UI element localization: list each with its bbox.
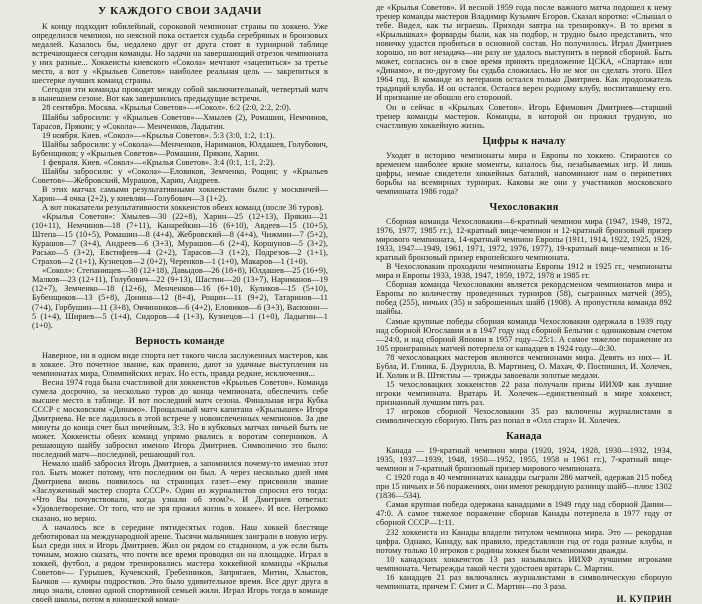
paragraph: Канада — 19-кратный чемпион мира (1920, 1924, 1928, 1930—1932, 1934, 1935, 1937—1939, 1948, 1950—1952, 1955, 1958 и 1961 гг.), 7-кратный вице-чемпион и 7-кратный бронзовый призер мирового чемпионата. [376, 446, 672, 474]
match-result: 28 сентября. Москва. «Крылья Советов»—«Сокол». 6:2 (2:0, 2:2, 2:0). [42, 103, 291, 113]
paragraph: Весна 1974 года была счастливой для хоккеистов «Крыльев Советов». Команда сумела досрочно, за несколько туров до конца чемпионата, обеспечить себе высшее место в таблице. И вот последний матч сезона. Финальная игра Кубка СССР с московским «Динамо». Прощальный матч капитана «Крылышек» Игоря Дмитриева. Не все ладилось в этой встрече у новоиспеченных чемпионов. За две минуты до конца счет был ничейным, 3:3. Но в кубковых матчах ничьей быть не может. Хоккеисты обеих команд упрямо рвались к воротам соперников. А решающую шайбу забросил именно Игорь Дмитриев. Символично это было: последний матч—последний, решающий гол. [32, 377, 328, 460]
stats-krylya-sovetov: «Крылья Советов»: Хмылев—30 (22+8), Харин—25 (12+13), Прякин—21 (10+11), Немчинов—18 (7+11), Канарейкин—16 (6+10), Авдеев—15 (10+5), Штепа—15 (10+5), Ромашин—8 (4+4), Жебровский—8 (4+4), Чижмин—7 (5+2), Курашов—7 (3+4), Андреев—6 (3+3), Мурашов—6 (2+4), Коршунов—5 (3+2), Расько—5 (3+2), Евстифеев—4 (2+2), Тарасов—3 (1+2), Подрезов—2 (1+1), Страхов—2 (1+1), Кузнецов—2 (0+2), Черенков—1 (1+0), Макаров—1 (1+0). [32, 212, 328, 267]
paragraph: А началось все в середине пятидесятых годов. Наш хоккей блестяще дебютировал на международной арене. Тысячи мальчишек заиграли в новую игру. Был среди них и Игорь Дмитриев. Жил он рядом со стадионом, а уж если быть точным, можно сказать, что почти все время проводил он на площадке. Играл в хоккей, футбол, а рядом тренировались мастера хоккейной команды «Крылья Советов»— Гурышев, Кучевский, Гребенников, Запрягаев, Митин, Хлыстов, Бычков — кумиры подростков. Это было удивительное время. Все друг друга в лицо знали, словно одной спортивной семьей жили. Играл Игорь тогда в команде своей школы, потом в юношеской коман- [32, 522, 328, 604]
best-scorers: В этих матчах самыми результативными хоккеистами были: у москвичей—Харин—4 очка (2+2), у киевлян—Голубович—3 (1+2). [32, 184, 328, 203]
left-column [32, 3, 328, 604]
match-result: 1 февраля. Киев. «Сокол»—«Крылья Советов». 3:4 (0:1, 1:1, 2:2). [42, 157, 275, 167]
article-title: У КАЖДОГО СВОИ ЗАДАЧИ [98, 5, 262, 17]
section-title-czechoslovakia: Чехословакия [489, 201, 559, 213]
paragraph: 232 хоккеиста из Канады владели титулом чемпиона мира. Это — рекордная цифра. Однако, Канаду, как правило, представляли год от года разные клубы, и потому только 10 игроков с родины хоккея были чемпионами дважды. [376, 527, 672, 555]
intro-paragraph: К концу подходит юбилейный, сороковой чемпионат страны по хоккею. Уже определился чемпион, но неясной пока остается судьба серебряных и бронзовых медалей. Казалось бы, недалеко друг от друга стоят в турнирной таблице встречающиеся сегодня команды. Но задачи на завершающий отрезок чемпионата у них разные... Хоккеисты киевского «Сокола» мечтают «зацепиться» за третье место, а вот у «Крыльев Советов» наиболее реальная цель — закрепиться в шестерке лучших команд страны. [32, 22, 328, 86]
match-result: 19 ноября. Киев. «Сокол»—«Крылья Советов». 5:3 (3:0, 1:2, 1:1). [42, 130, 275, 140]
paragraph: Сборная команда Чехословакии—6-кратный чемпион мира (1947, 1949, 1972, 1976, 1977, 1985 гг.), 12-кратный вице-чемпион и 12-кратный бронзовый призер мирового чемпионата, 14-кратный чемпион Европы (1911, 1914, 1922, 1925, 1929, 1933, 1947—1949, 1961, 1971, 1972, 1976, 1977), 19-кратный вице-чемпион и 16-кратный бронзовый призер европейского чемпионата. [376, 216, 672, 263]
paragraph: Сборная команда Чехословакии является рекордсменом чемпионатов мира и Европы по количеству проведенных турниров (58), сыгранных матчей (395), побед (255), ничьих (35) и заброшенных шайб (1908). А пропустила команда 892 шайбы. [376, 280, 672, 317]
match-scorers: Шайбы забросили: у «Крыльев Советов»—Хмылев (2), Ромашин, Немчинов, Тарасов, Прякин; у «Сокола»— Менченков, Ладыгин. [32, 112, 328, 131]
paragraph: Немало шайб забросил Игорь Дмитриев, а запомнился почему-то именно этот гол. Быть может потому, что последним он был. А через несколько дней имя Дмитриева вновь появилось на страницах газет—ему присвоили звание «Заслуженный мастер спорта СССР». Один из журналистов спросил его тогда: «Что Вы почувствовали, когда узнали об этом?». И Дмитриев ответил: «Удовлетворение. От того, что не зря прожил жизнь в хоккее». И все. Негромко сказано, но верно. [32, 459, 328, 523]
match-scorers: Шайбы забросили: у «Сокола»—Еловиков, Земченко, Рощин; у «Крыльев Советов»—Жебровский, Мурашов, Харин, Андреев. [32, 166, 328, 185]
stats-sokol: «Сокол»: Степанищев—30 (12+18), Давыдов—26 (18+8), Юлдашев—25 (16+9), Малков—23 (12+11), Голубович—22 (9+13), Шастин—20 (13+7), Нариманов—19 (12+7), Земченко—18 (12+6), Менченков—16 (6+10), Куликов—15 (5+10), Бубенщиков—13 (5+8), Донина—12 (8+4), Рощин—11 (9+2), Татаринов—11 (7+4), Горбушин—11 (3+8), Овчинников—6 (4+2), Еловиков—6 (3+3), Васюнин—5 (1+4), Ширяев—5 (1+4), Сидоров—4 (1+3), Кузнецов—1 (1+0), Ладыгин—1 (1+0). [32, 266, 328, 330]
section-title-loyalty: Верность команде [135, 335, 225, 347]
paragraph: В Чехословакии проходили чемпионаты Европы 1912 и 1925 гг., чемпионаты мира и Европы 1933, 1938, 1947, 1959, 1972, 1978 и 1985 гг. [376, 262, 672, 281]
paragraph: де «Крылья Советов». И весной 1959 года после важного матча подошел к нему тренер команды мастеров Владимир Кузьмич Егоров. Сказал коротко: «Слышал о тебе. Видел, как ты играешь. Приходи завтра на тренировку». В то время в «Крылышках» форварды были, как на подбор, и трудно было представить, что новичку удастся пробиться в основной состав. Но получилось. Играл Дмитриев хорошо, но вот незадача—ни разу не удалось выступить в первой сборной. Быть может, согласись он в свое время принять предложение ЦСКА, «Спартак» или «Динамо», и по-другому бы судьба сложилась. Но не мог он сделать этого. Шел 1964 год. В команде из ветеранов остался только Дмитриев. Как продолжатель традиций клуба. И он остался. Остался верен родному клубу, воспитавшему его. И признание не обошло его стороной. [376, 3, 672, 103]
paragraph: Наверное, ни в одном виде спорта нет такого числа заслуженных мастеров, как в хоккее. Это почетное звание, как правило, дают за удачные выступления на чемпионатах мира, Олимпийских играх. Но есть, правда редкие, исключения... [32, 350, 328, 378]
section-title-canada: Канада [506, 431, 542, 443]
intro-paragraph: Сегодня эти команды проводят между собой заключительный, четвертый матч в нынешнем сезоне. Вот как завершились предыдущие встречи. [32, 85, 328, 104]
paragraph: Самые крупные победы сборная команда Чехословакии одержала в 1939 году над сборной Югославии и в 1947 году над сборной Бельгии с одинаковым счетом—24:0, и над сборной Японии в 1957 году—25:1. А самое тяжелое поражение из 105 проигранных матчей потерпела от канадцев в 1924 году—0:30. [376, 316, 672, 353]
stats-intro: А вот показатели результативности хоккеистов обеих команд (после 36 туров). [42, 202, 324, 212]
paragraph: 15 чехословацких хоккеистов 22 раза получали призы ИИХФ как лучшие игроки чемпионата. Вратарь И. Холечек—единственный в мире хоккеист, признанный лучшим пять раз. [376, 379, 672, 407]
paragraph: Самая крупная победа одержана канадцами в 1949 году над сборной Дании—47:0. А самое тяжелое поражение сборная Канады потерпела в 1977 году от сборной СССР—1:11. [376, 500, 672, 528]
author-signature: И. КУПРИН [616, 593, 672, 604]
section-title-figures: Цифры к началу [482, 135, 566, 147]
paragraph: 10 канадских хоккеистов 13 раз назывались ИИХФ лучшими игроками чемпионата. Четырежды такой чести удостоен вратарь С. Мартин. [376, 554, 672, 573]
right-column [376, 3, 672, 604]
paragraph: 17 игроков сборной Чехословакии 35 раз включены журналистами в символическую сборную. Пять раз попал в «Олл старз» И. Холечек. [376, 406, 672, 426]
paragraph: Уходят в историю чемпионаты мира и Европы по хоккею. Стираются со временем наиболее яркие моменты, казалось бы, незабываемых игр. И лишь цифры, немые свидетели хоккейных баталий, напоминают нам о перипетиях борьбы на всемирных турнирах. Каковы же они у участников московского чемпионата 1986 года? [376, 150, 672, 196]
paragraph: С 1920 года в 40 чемпионатах канадцы сыграли 286 матчей, одержав 215 побед при 15 ничьих и 56 поражениях, они имеют рекордную разницу шайб—плюс 1302 (1836—534). [376, 473, 673, 501]
paragraph: 78 чехословацких мастеров являются чемпионами мира. Девять из них— И. Бубла, И. Глинка, Б. Дзурилла, В. Мартинец, О. Махач, Ф. Поспишил, И. Холечек, И. Холик и В. Штястны — трижды завоевали золотые медали. [376, 352, 672, 380]
match-scorers: Шайбы забросили: у «Сокола»—Менченков, Нариманов, Юлдашев, Голубович, Бубенщиков; у «Крыльев Советов»—Ромашин, Прякин, Харин. [32, 139, 328, 158]
paragraph: Он и сейчас в «Крыльях Советов». Игорь Ефимович Дмитриев—старший тренер команды мастеров. Команды, в которой он прожил трудную, но счастливую хоккейную жизнь. [376, 102, 672, 130]
paragraph: 16 канадцев 21 раз включались журналистами в символическую сборную чемпионата, причем Г. Смит и С. Мартин—по 3 раза. [376, 572, 672, 591]
